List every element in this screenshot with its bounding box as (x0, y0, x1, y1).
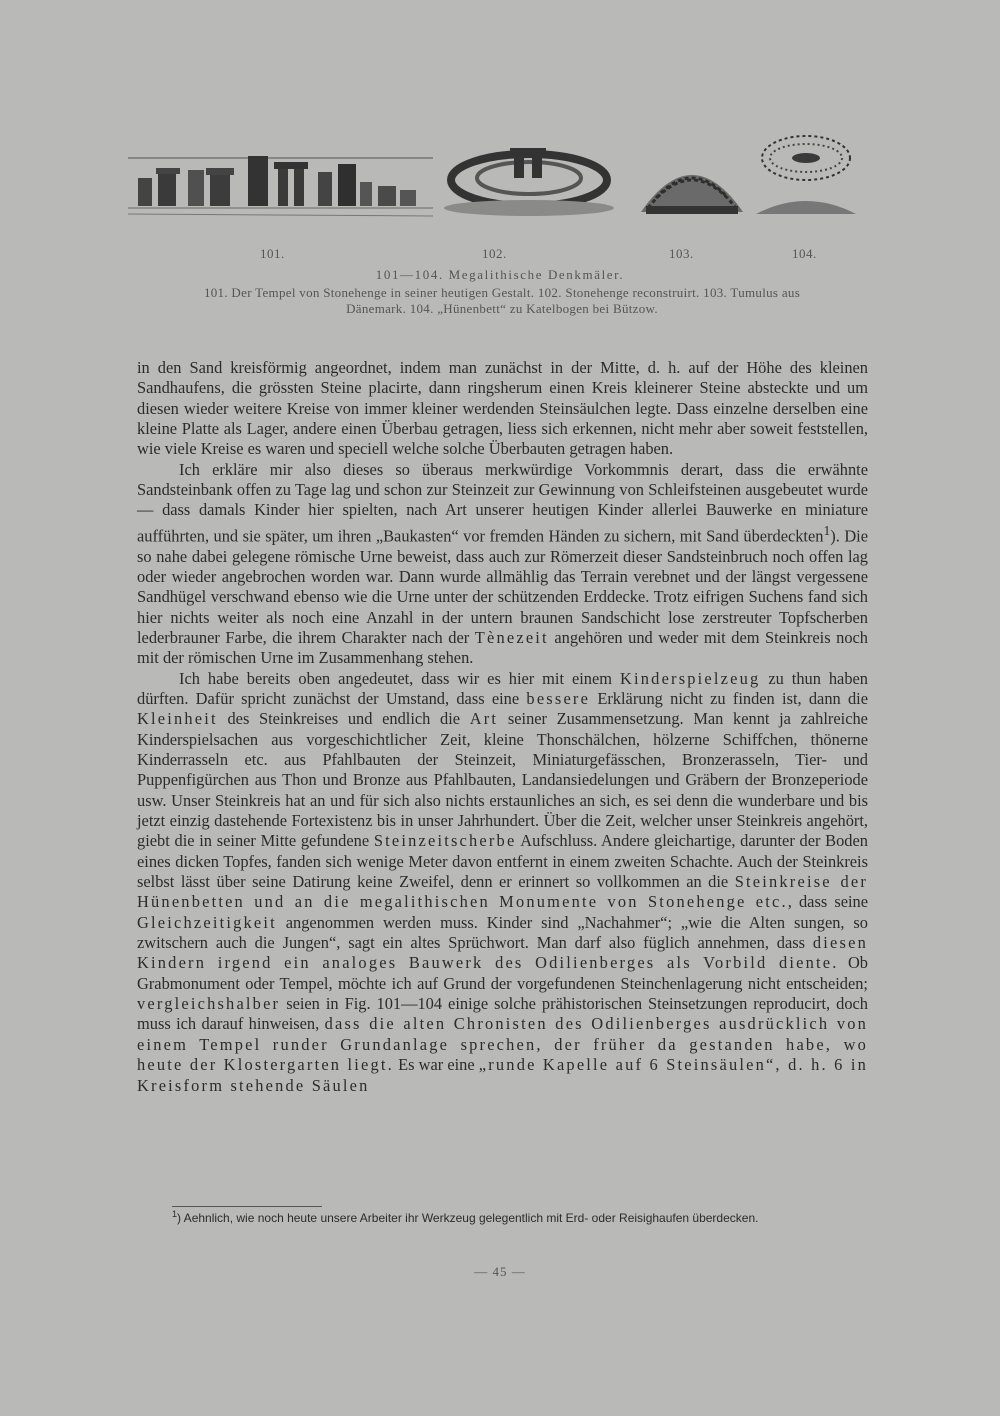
text-run: Ich erkläre mir also dieses so überaus merkwürdige Vorkommnis derart, dass die erwähnte Sandsteinbank offen zu Tage lag und schon zur Steinzeit zur Gewinnung von Schleifsteinen ausgebeutet wurde — dass damals Kinder hier spielten, nach Art unserer heutigen Kinder allerlei Bauwerke en miniature aufführten, und sie später, um ihren „Baukasten“ vor fremden Händen zu sichern, mit Sand überdeckten (137, 459, 868, 546)
text-run: Ob Grabmonument oder Tempel, möchte ich auf Grund der vorgefundenen Steinchenlagerung nicht entscheiden; (137, 953, 868, 993)
figure-number-102: 102. (482, 246, 507, 261)
footnote-divider (172, 1206, 322, 1207)
text-run: des Steinkreises und endlich die (227, 709, 461, 729)
spaced-text: vergleichshalber (137, 994, 281, 1014)
paragraph (137, 669, 868, 1096)
tumulus-illustration (636, 128, 748, 220)
figure-caption-line: Dänemark. 104. „Hünenbett“ zu Katelbogen bei Bützow. (346, 301, 658, 316)
text-run: ). Die so nahe dabei gelegene römische Urne beweist, dass auch zur Römerzeit dieser Sandsteinbruch noch offen lag oder wieder angebrochen worden war. Dann wurde allmählig das Terrain verebnet und der längst vergessene Sandhügel verschwand ebenso wie die Urne unter der schützenden Erddecke. Trotz eifrigen Suchens fand sich hier nichts weiter als noch eine Anzahl in der untern braunen Sandschicht lose zerstreuter Topfscherben lederbrauner Farbe, die ihrem Charakter nach der (137, 526, 868, 647)
spaced-text: Steinkreise der Hünenbetten und an die megalithischen Monumente von Stonehenge etc. (137, 872, 868, 912)
spaced-text: Steinzeitscherbe (373, 831, 517, 851)
spaced-text: Art (469, 709, 499, 729)
footnote-text: ) Aehnlich, wie noch heute unsere Arbeiter ihr Werkzeug gelegentlich mit Erd- oder Reisighaufen überdecken. (177, 1211, 759, 1225)
figure-caption (140, 285, 864, 317)
spaced-text: Tènezeit (474, 627, 549, 647)
text-run: angehören und weder mit dem Steinkreis noch mit der römischen Urne im Zusammenhang stehen. (137, 627, 868, 668)
spaced-text: diesen Kindern irgend ein analoges Bauwerk des Odilienberges als Vorbild diente. (137, 933, 868, 973)
figure-number-104: 104. (792, 246, 817, 261)
text-run: zu thun haben dürften. Dafür spricht zunächst der Umstand, dass eine (137, 668, 868, 708)
footnote-marker: 1 (172, 1209, 178, 1219)
figure-caption-title: 101—104. Megalithische Denkmäler. (375, 267, 625, 282)
text-run: Aufschluss. Andere gleichartige, darunter der Boden eines dicken Topfes, fanden sich wenige Meter davon entfernt in einem zweiten Schachte. Auch der Steinkreis selbst lässt über seine Datirung keine Zweifel, denn er erinnert so vollkommen an die (137, 831, 868, 892)
paragraph (137, 358, 868, 460)
stonehenge-ruin-illustration (128, 128, 433, 220)
huenenbett-illustration (756, 128, 856, 220)
text-run: in den Sand kreisförmig angeordnet, indem man zunächst in der Mitte, d. h. auf der Höhe des kleinen Sandhaufens, die grössten Steine placirte, dann ringsherum einen Kreis kleinerer Steine absteckte und um diesen wieder weitere Kreise von immer kleiner werdenden Steinsäulchen legte. Dass einzelne derselben eine kleine Platte als Lager, andere einen Überbau getragen, liess sich erkennen, nicht mehr aber soweit feststellen, wie viele Kreise es waren und speciell welche solche Überbauten getragen haben. (137, 358, 868, 459)
spaced-text: Kinderspielzeug (619, 668, 761, 688)
text-run: Ich habe bereits oben angedeutet, dass wir es hier mit einem (179, 668, 613, 688)
spaced-text: Kleinheit (137, 709, 218, 729)
figure-caption-line: 101. Der Tempel von Stonehenge in seiner heutigen Gestalt. 102. Stonehenge reconstruirt. 103. Tumulus aus (203, 285, 801, 300)
paragraph (137, 460, 868, 669)
stonehenge-reconstruction-illustration (440, 128, 618, 220)
spaced-text: Gleichzeitigkeit (137, 912, 277, 932)
figure-number-103: 103. (669, 246, 694, 261)
text-run: , dass seine (787, 892, 868, 912)
footnote (172, 1209, 872, 1225)
text-run: Es war eine (398, 1055, 475, 1075)
text-run: angenommen werden muss. Kinder sind „Nachahmer“; „wie die Alten sungen, so zwitschern auch die Jungen“, sagt ein altes Sprüchwort. Man darf also füglich annehmen, dass (137, 912, 868, 953)
spaced-text: dass die alten Chronisten des Odilienberges ausdrücklich von einem Tempel runder Grundanlage sprechen, der früher da gestanden habe, wo heute der Klostergarten liegt. (137, 1014, 869, 1075)
text-run: seiner Zusammensetzung. Man kennt ja zahlreiche Kinderspielsachen aus vorgeschichtlicher Zeit, kleine Thonschälchen, hölzerne Schiffchen, thönerne Kinderrasseln etc. aus Pfahlbauten der Steinzeit, Miniaturgefässchen, Bronzerasseln, Tier- und Puppenfigürchen aus Thon und Bronze aus Pfahlbauten, Landansiedelungen und Gräbern der Bronzeperiode usw. Unser Steinkreis hat an und für sich also nichts erstaunliches an sich, es sei denn die wunderbare und bis jetzt einzig dastehende Fortexistenz bis in unser Jahrhundert. Über die Zeit, welcher unser Steinkreis angehört, giebt die in seiner Mitte gefundene (137, 709, 868, 851)
spaced-text: „runde Kapelle auf 6 Steinsäulen“, d. h. 6 in Kreisform stehende Säulen (137, 1055, 868, 1095)
figure-strip (128, 128, 858, 220)
figure-number-101: 101. (260, 246, 285, 261)
body-text (137, 358, 868, 1096)
footnote-reference: 1 (823, 522, 831, 538)
page-number: — 45 — (474, 1264, 526, 1279)
text-run: Erklärung nicht zu finden ist, dann die (597, 688, 868, 708)
text-run: seien in Fig. 101—104 einige solche prähistorischen Steinsetzungen reproducirt, doch muss ich darauf hinweisen, (137, 994, 868, 1034)
spaced-text: bessere (526, 688, 591, 708)
